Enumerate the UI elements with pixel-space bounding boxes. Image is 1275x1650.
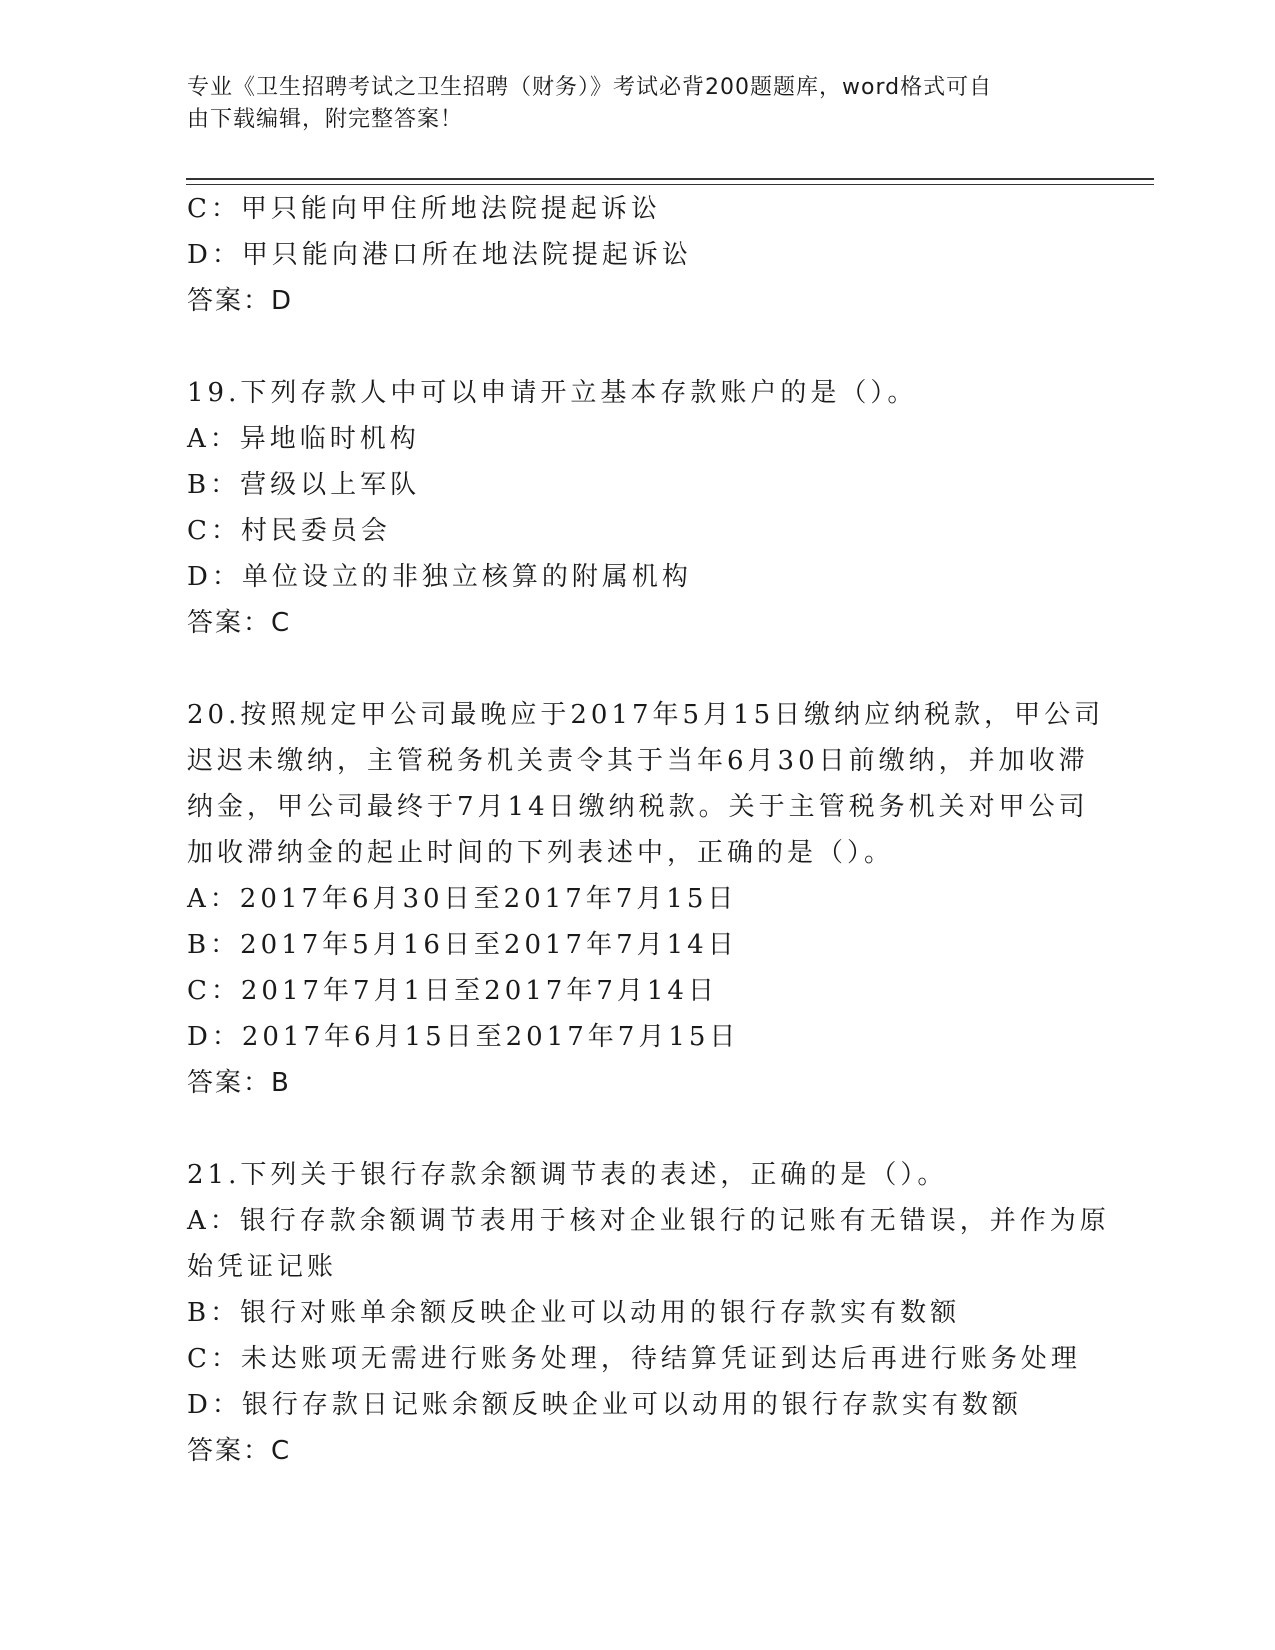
option-d: D：甲只能向港口所在地法院提起诉讼 [187, 240, 692, 270]
option-b: B：银行对账单余额反映企业可以动用的银行存款实有数额 [187, 1298, 961, 1328]
option-c: C：甲只能向甲住所地法院提起诉讼 [187, 194, 661, 224]
question-stem: 加收滞纳金的起止时间的下列表述中，正确的是（）。 [187, 838, 895, 868]
spacer [187, 324, 1087, 370]
option-a: A：银行存款余额调节表用于核对企业银行的记账有无错误，并作为原 [187, 1206, 1110, 1236]
header-line-1: 专业《卫生招聘考试之卫生招聘（财务）》考试必背200题题库，word格式可自 [187, 75, 993, 100]
option-c: C：未达账项无需进行账务处理，待结算凭证到达后再进行账务处理 [187, 1344, 1081, 1374]
question-list [187, 186, 1110, 1474]
question-stem: 迟迟未缴纳，主管税务机关责令其于当年6月30日前缴纳，并加收滞 [187, 746, 1089, 776]
option-c: C：村民委员会 [187, 516, 391, 546]
option-b: B：营级以上军队 [187, 470, 421, 500]
question-20 [187, 692, 1105, 1106]
spacer [187, 646, 1087, 692]
spacer [187, 1106, 1087, 1152]
header-rule-thick [186, 178, 1154, 180]
question-stem: 纳金，甲公司最终于7月14日缴纳税款。关于主管税务机关对甲公司 [187, 792, 1089, 822]
option-b: B：2017年5月16日至2017年7月14日 [187, 930, 738, 960]
header-rule-thin [186, 184, 1154, 185]
option-d: D：银行存款日记账余额反映企业可以动用的银行存款实有数额 [187, 1390, 1022, 1420]
option-a-continued: 始凭证记账 [187, 1252, 338, 1282]
answer: 答案：C [187, 608, 292, 638]
answer: 答案：B [187, 1068, 291, 1098]
document-header [187, 72, 1067, 136]
answer: 答案：C [187, 1436, 292, 1466]
question-stem: 20.按照规定甲公司最晚应于2017年5月15日缴纳应纳税款，甲公司 [187, 700, 1105, 730]
question-stem: 19.下列存款人中可以申请开立基本存款账户的是（）。 [187, 378, 918, 408]
option-c: C：2017年7月1日至2017年7月14日 [187, 976, 718, 1006]
question-19 [187, 370, 1087, 646]
question-18 [187, 186, 1087, 324]
option-a: A：2017年6月30日至2017年7月15日 [187, 884, 738, 914]
option-d: D：2017年6月15日至2017年7月15日 [187, 1022, 740, 1052]
question-stem: 21.下列关于银行存款余额调节表的表述，正确的是（）。 [187, 1160, 948, 1190]
answer: 答案：D [187, 286, 294, 316]
option-a: A：异地临时机构 [187, 424, 420, 454]
question-21 [187, 1152, 1110, 1474]
option-d: D：单位设立的非独立核算的附属机构 [187, 562, 692, 592]
header-line-2: 由下载编辑，附完整答案！ [187, 107, 464, 132]
